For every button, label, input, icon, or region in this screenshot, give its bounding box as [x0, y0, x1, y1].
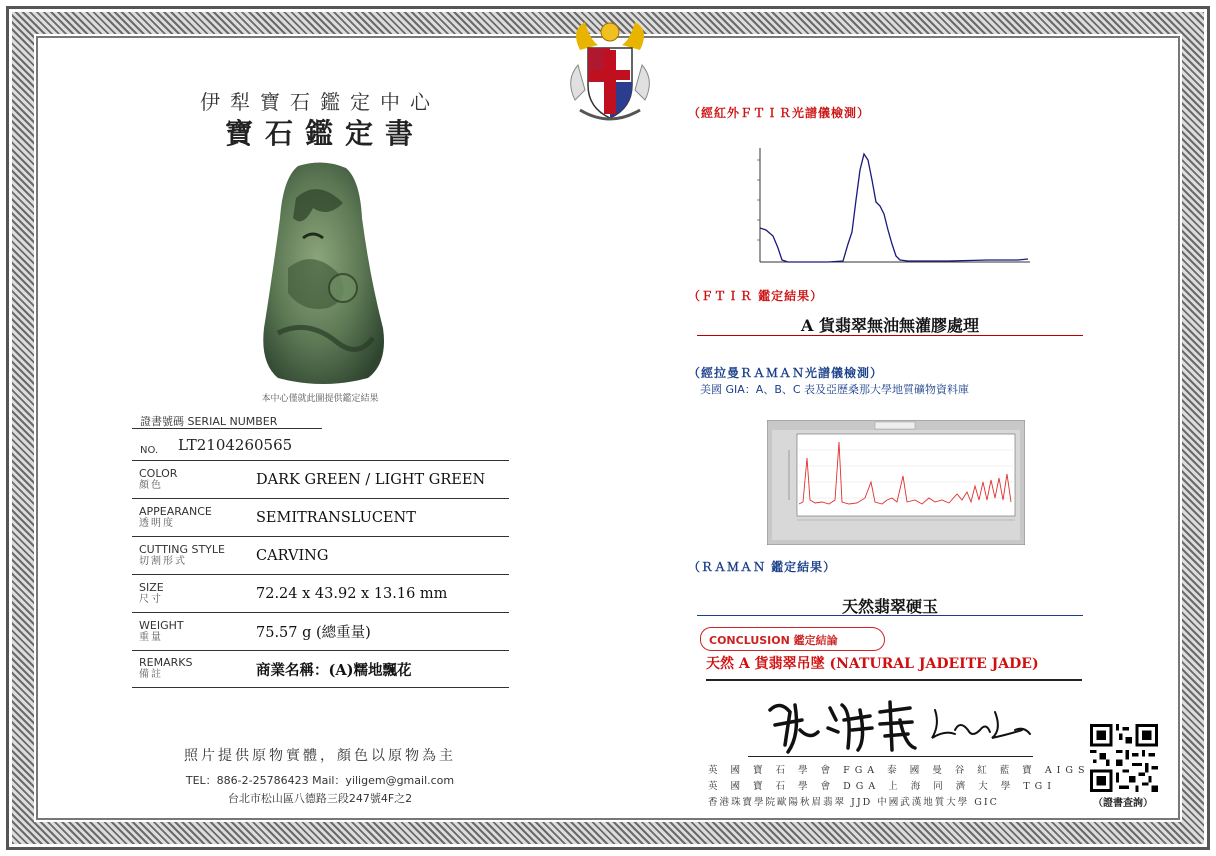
credential-row: 香港珠寶學院歐陽秋眉翡翠 JJD 中國武漢地質大學 GIC [708, 797, 999, 808]
credential-row: 英 國 寶 石 學 會 DGA 上 海 同 濟 大 學 TGI [708, 781, 1057, 792]
raman-result: 天然翡翠硬玉 [841, 597, 938, 616]
info-row-cutting-style [132, 536, 509, 574]
info-row-remarks [132, 650, 509, 688]
ftir-heading: （經紅外ＦＴＩＲ光譜儀檢測） [688, 106, 871, 120]
serial-no-label: NO. [140, 445, 159, 456]
serial-divider [132, 428, 322, 429]
size-label-zh: 尺寸 [139, 593, 163, 605]
certificate-title: 寶石鑑定書 [224, 117, 425, 150]
jade-pendant-photo [258, 158, 388, 386]
raman-result-underline [697, 615, 1083, 616]
ftir-spectrum-chart [748, 140, 1038, 275]
appearance-label-en: APPEARANCE [139, 504, 212, 518]
remarks-value: 商業名稱：(A)糯地飄花 [256, 661, 412, 679]
raman-heading: （經拉曼ＲＡＭＡＮ光譜儀檢測） [688, 366, 884, 380]
conclusion-text: 天然 A 貨翡翠吊墜 (NATURAL JADEITE JADE) [706, 656, 1039, 672]
coat-of-arms-crest [560, 10, 660, 125]
color-value: DARK GREEN / LIGHT GREEN [256, 471, 486, 488]
remarks-label-zh: 備註 [139, 669, 163, 680]
cutting-style-label-zh: 切割形式 [139, 555, 187, 567]
cutting-style-value: CARVING [256, 547, 329, 564]
serial-number-value: LT2104260565 [178, 436, 293, 454]
handwritten-signature [740, 690, 1040, 758]
serial-number-label: 證書號碼 SERIAL NUMBER [140, 415, 278, 428]
weight-label-zh: 重量 [139, 631, 163, 643]
organization-name: 伊犁寶石鑑定中心 [200, 90, 440, 114]
ftir-result-heading: （ＦＴＩＲ 鑑定結果） [688, 289, 824, 303]
raman-result-heading: （ＲＡＭＡＮ 鑑定結果） [688, 560, 837, 574]
credential-row: 英 國 寶 石 學 會 FGA 泰 國 曼 谷 紅 藍 寶 AIGS [708, 765, 1090, 776]
appearance-label-zh: 透明度 [139, 517, 175, 529]
credentials-list [708, 762, 1090, 810]
info-row-appearance [132, 498, 509, 536]
size-value: 72.24 x 43.92 x 13.16 mm [256, 585, 448, 602]
contact-info: TEL：886-2-25786423 Mail：yiligem@gmail.com [185, 774, 455, 787]
info-row-size [132, 574, 509, 612]
color-label-en: COLOR [139, 466, 178, 480]
cutting-style-label-en: CUTTING STYLE [139, 542, 225, 556]
raman-spectrum-chart [767, 420, 1025, 545]
appearance-value: SEMITRANSLUCENT [256, 509, 416, 526]
address: 台北市松山區八德路三段247號4F之2 [227, 792, 413, 805]
info-row-weight [132, 612, 509, 650]
gem-info-table [132, 460, 509, 688]
info-row-color [132, 460, 509, 498]
weight-value: 75.57 g (總重量) [256, 625, 371, 641]
conclusion-underline [706, 679, 1082, 681]
ftir-result: A 貨翡翠無油無灌膠處理 [801, 316, 979, 335]
qr-caption: （證書查詢） [1093, 798, 1153, 809]
ftir-result-underline [697, 335, 1083, 336]
photo-disclaimer: 本中心僅就此圖提供鑑定結果 [261, 394, 379, 404]
qr-code[interactable] [1090, 724, 1158, 792]
raman-reference-database: 美國 GIA：A、B、C 表及亞歷桑那大學地質礦物資料庫 [700, 383, 970, 396]
signature-line [748, 756, 1033, 757]
remarks-label-en: REMARKS [139, 656, 193, 669]
weight-label-en: WEIGHT [139, 618, 184, 632]
color-label-zh: 顏色 [139, 479, 163, 491]
conclusion-tag: CONCLUSION 鑑定結論 [700, 627, 885, 651]
photo-color-note: 照片提供原物實體，顏色以原物為主 [184, 748, 456, 764]
size-label-en: SIZE [139, 580, 164, 594]
